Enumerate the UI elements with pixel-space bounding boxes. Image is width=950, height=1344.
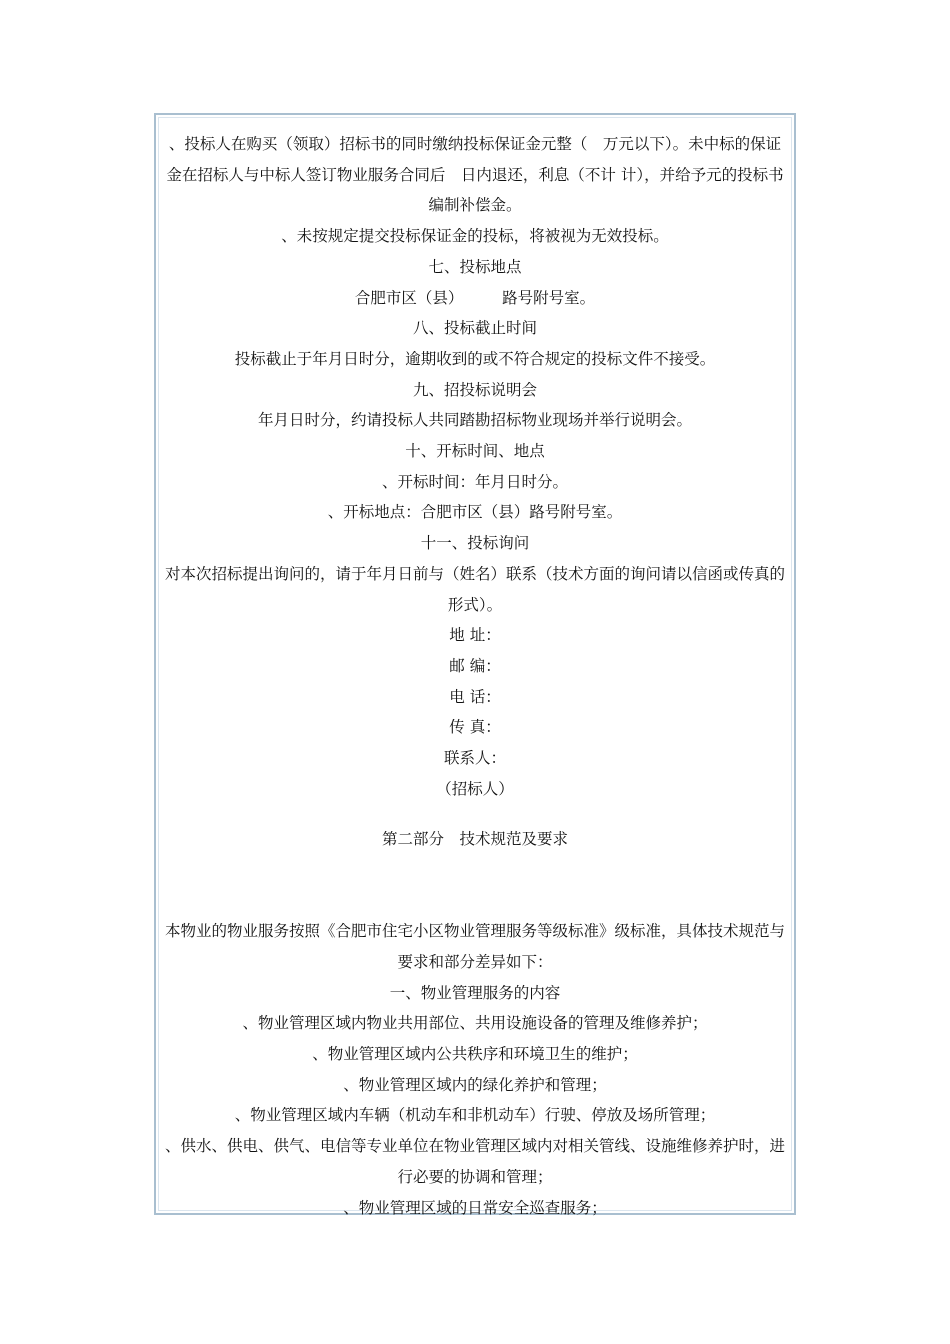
document-body: [162, 129, 788, 1223]
section-heading-briefing: 九、招投标说明会: [412, 380, 537, 399]
invalid-bid-paragraph: 、未按规定提交投标保证金的投标，将被视为无效投标。: [281, 227, 669, 246]
opening-time: 、开标时间：年月日时分。: [381, 472, 568, 491]
spacer: [162, 804, 788, 824]
service-item: 、物业管理区域的日常安全巡查服务；: [343, 1198, 607, 1217]
part-two-title: 第二部分 技术规范及要求: [381, 830, 568, 849]
contact-phone: 电 话：: [449, 687, 501, 706]
service-item: 、供水、供电、供气、电信等专业单位在物业管理区域内对相关管线、设施维修养护时，进行必要的协调和管理；: [164, 1137, 785, 1186]
service-content-heading: 一、物业管理服务的内容: [389, 983, 561, 1002]
briefing-text: 年月日时分，约请投标人共同踏勘招标物业现场并举行说明会。: [257, 411, 692, 430]
opening-place: 、开标地点：合肥市区（县）路号附号室。: [327, 503, 623, 522]
service-item: 、物业管理区域内物业共用部位、共用设施设备的管理及维修养护；: [242, 1014, 708, 1033]
spacer: [162, 855, 788, 916]
section-heading-location: 七、投标地点: [428, 257, 522, 276]
contact-address: 地 址：: [449, 626, 501, 645]
contact-postcode: 邮 编：: [449, 656, 501, 675]
deposit-paragraph: 、投标人在购买（领取）招标书的同时缴纳投标保证金元整（ 万元以下）。未中标的保证金在招标人与中标人签订物业服务合同后 日内退还，利息（不计 计），并给予元的投标书编制补偿金。: [166, 135, 784, 215]
section-heading-deadline: 八、投标截止时间: [412, 319, 537, 338]
service-item: 、物业管理区域内的绿化养护和管理；: [343, 1075, 607, 1094]
section-heading-opening: 十、开标时间、地点: [405, 442, 545, 461]
part-two-intro: 本物业的物业服务按照《合肥市住宅小区物业管理服务等级标准》级标准，具体技术规范与要求和部分差异如下：: [164, 922, 785, 971]
contact-fax: 传 真：: [449, 718, 501, 737]
inquiry-text: 对本次招标提出询问的，请于年月日前与（姓名）联系（技术方面的询问请以信函或传真的形式）。: [164, 564, 785, 614]
contact-person: 联系人：: [443, 749, 506, 768]
document-frame: [154, 113, 796, 1215]
section-heading-inquiry: 十一、投标询问: [420, 534, 530, 553]
deadline-text: 投标截止于年月日时分，逾期收到的或不符合规定的投标文件不接受。: [234, 349, 716, 368]
tenderer-signature: （招标人）: [436, 779, 514, 798]
location-text: 合肥市区（县） 路号附号室。: [354, 288, 596, 307]
service-item: 、物业管理区域内车辆（机动车和非机动车）行驶、停放及场所管理；: [234, 1106, 716, 1125]
service-item: 、物业管理区域内公共秩序和环境卫生的维护；: [312, 1044, 638, 1063]
